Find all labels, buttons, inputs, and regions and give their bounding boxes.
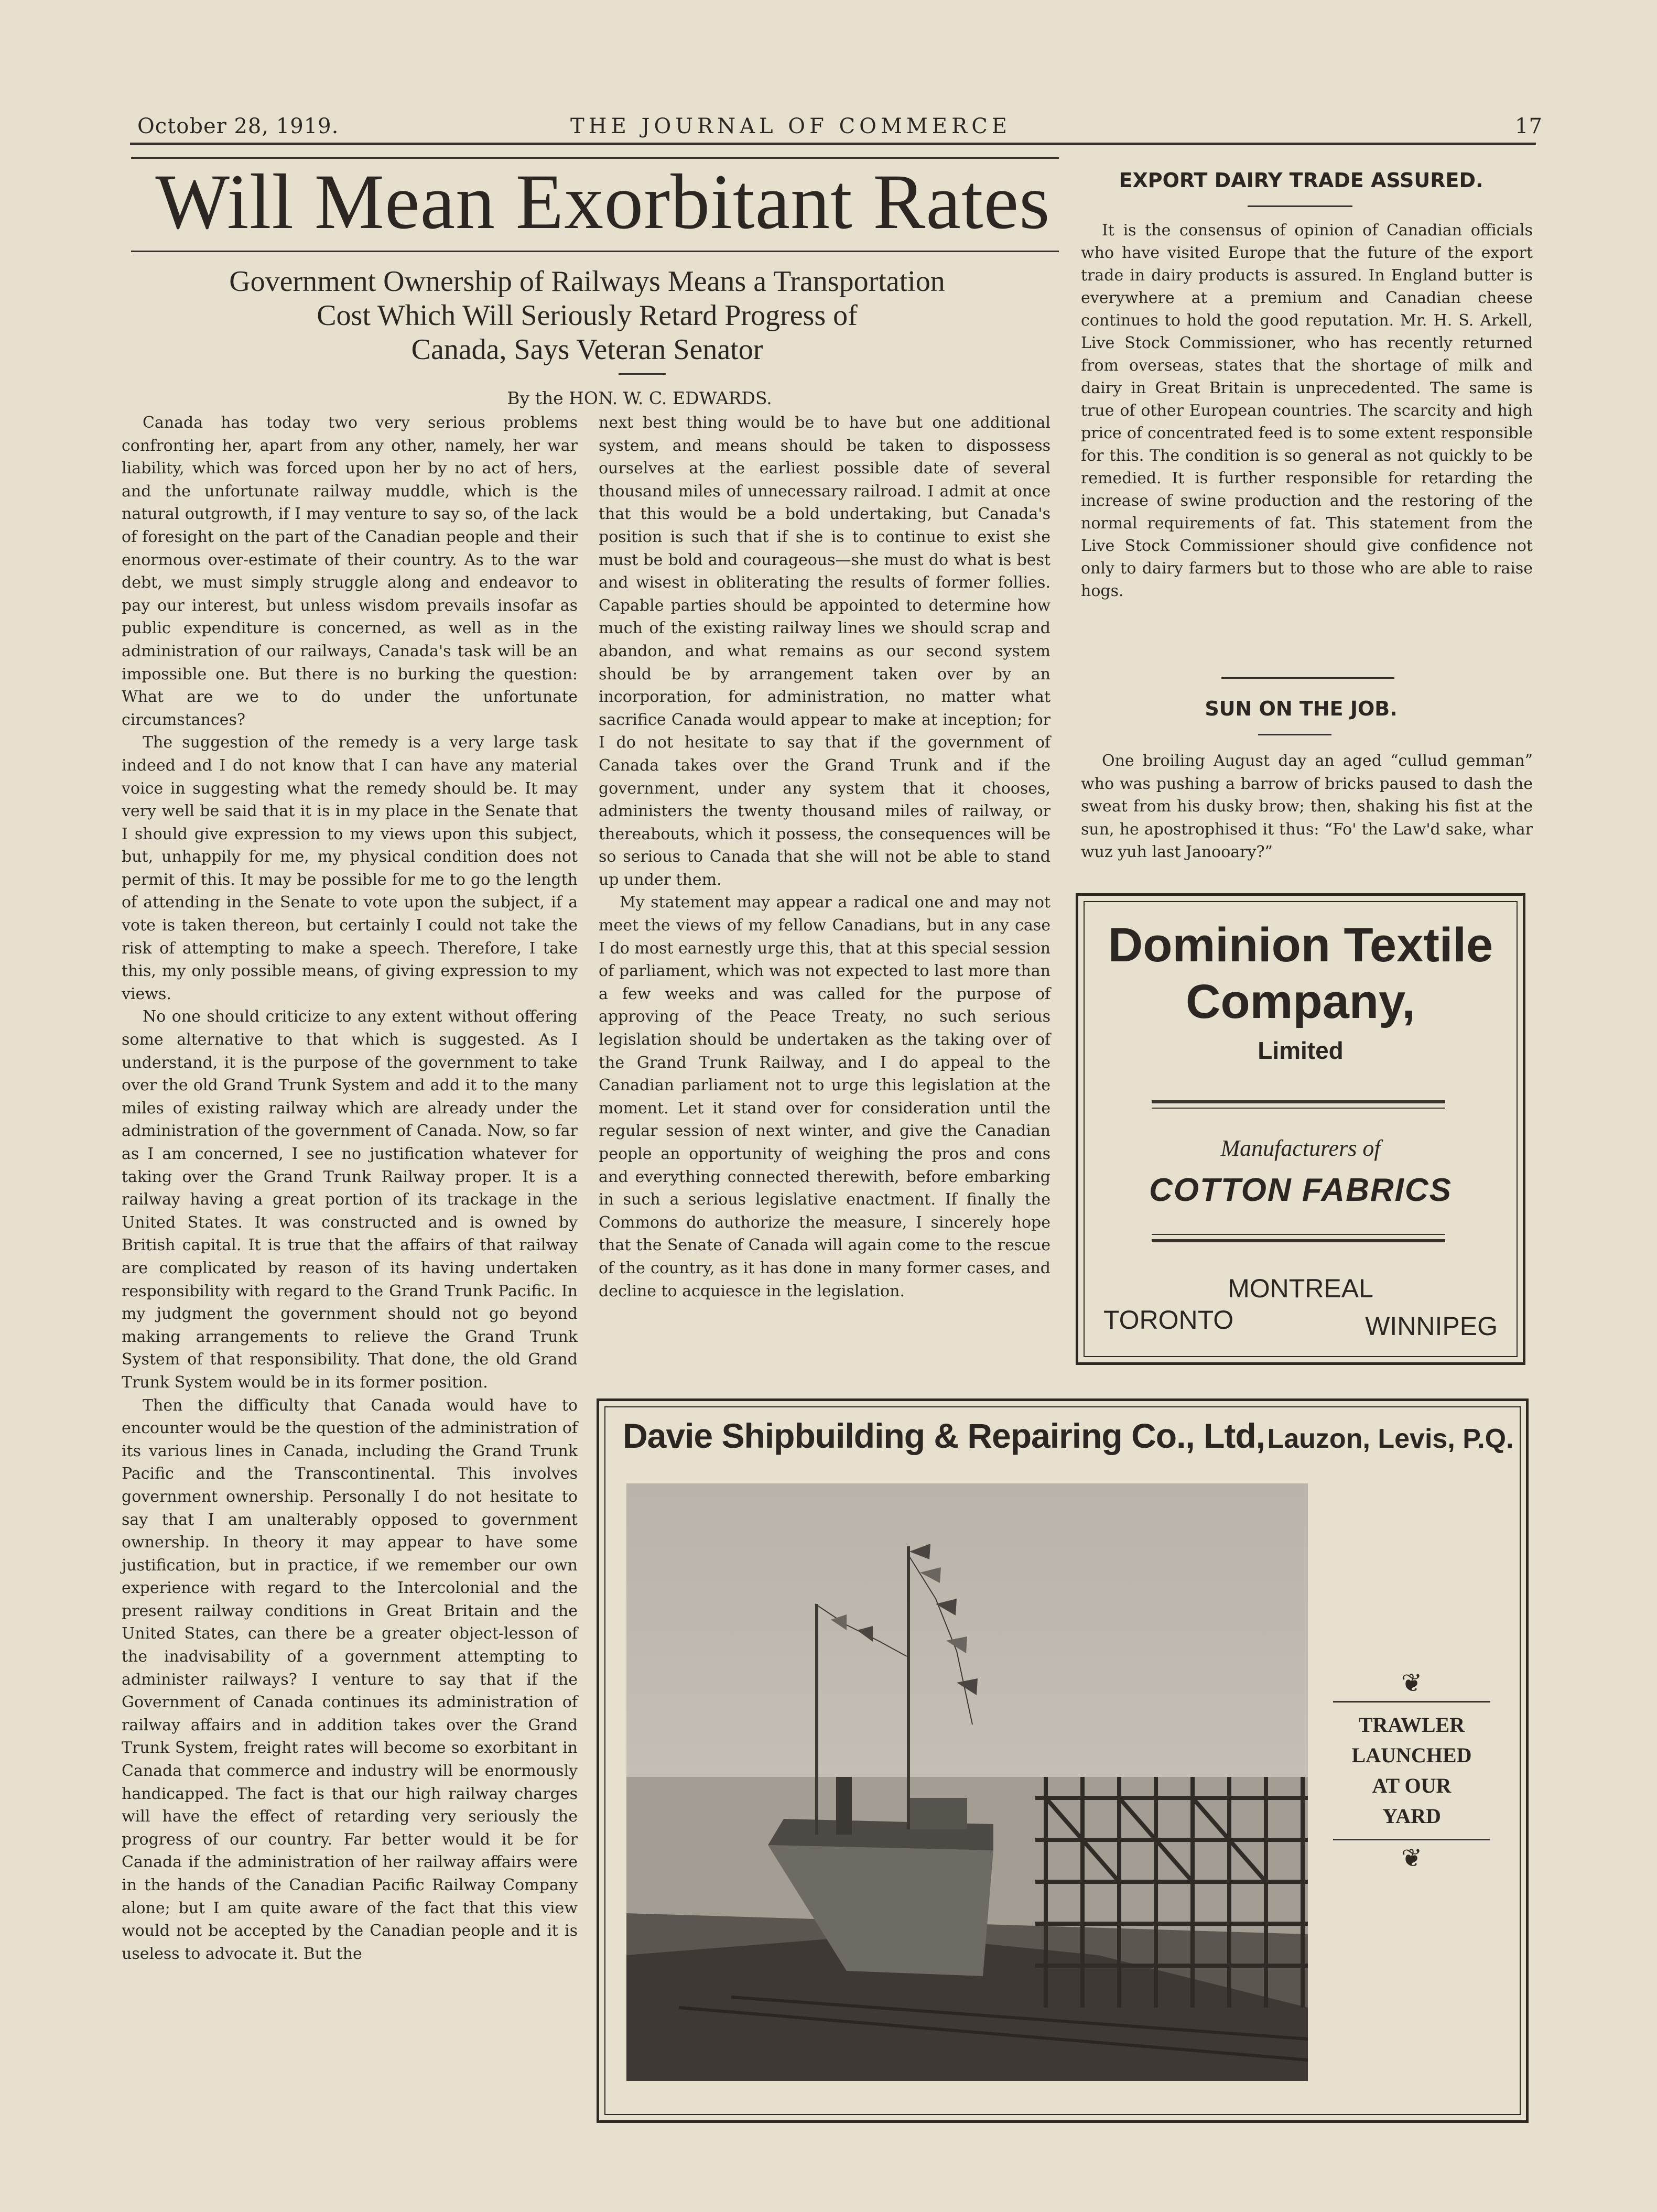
davie-company-name: Davie Shipbuilding & Repairing Co., Ltd, — [623, 1416, 1265, 1455]
article-column-2 — [599, 411, 1050, 1303]
page-number: 17 — [1515, 114, 1543, 138]
article-paragraph: Then the difficulty that Canada would have to encounter would be the question of the administration of its various lines in Canada, including the Grand Trunk Pacific and the Transcontinental. This involves government ownership. Personally I do not hesitate to say that I am unalterably opposed to government ownership. In theory it may appear to have some justification, but in practice, if we remember our own experience with regard to the Intercolonial and the present railway conditions in Great Britain and the United States, can there be a greater object-lesson of the inadvisability of a government attempting to administer railways? I venture to say that if the Government of Canada continues its administration of railway affairs and in addition takes over the Grand Trunk System, freight rates will become so exorbitant in Canada that commerce and industry will be enormously handicapped. The fact is that our high railway charges will have the effect of retarding very seriously the progress of our country. Far better would it be for Canada if the administration of her railway affairs were in the hands of the Canadian Pacific Railway Company alone; but I am quite aware of the fact that this view would not be accepted by the Canadian people and it is useless to advocate it. But the — [122, 1396, 578, 1963]
textile-rule-thin-2 — [1152, 1234, 1445, 1235]
export-dairy-paragraph: It is the consensus of opinion of Canadian officials who have visited Europe that the future of the export trade in dairy products is assured. In England butter is everywhere at a premium and Canadian cheese continues to hold the good reputation. Mr. H. S. Arkell, Live Stock Commissioner, who has recently returned from overseas, states that the shortage of milk and dairy in Great Britain is unprecedented. The same is true of other European countries. The scarcity and high price of concentrated feed is to some extent responsible for this. The condition is so general as not quickly to be remedied. It is further responsible for retarding the increase of swine production and the restoring of the normal requirements of fat. This statement from the Live Stock Commissioner should give confidence not only to dairy farmers but to those who are able to raise hogs. — [1081, 221, 1533, 600]
publication-title: THE JOURNAL OF COMMERCE — [570, 114, 1011, 138]
article-byline: By the HON. W. C. EDWARDS. — [507, 388, 772, 408]
sun-title-rule — [1258, 734, 1331, 735]
textile-rule-thin — [1152, 1108, 1445, 1109]
textile-manufacturers-of: Manufacturers of — [1220, 1135, 1381, 1161]
caption-line: TRAWLER — [1358, 1713, 1465, 1737]
subhead-divider — [619, 373, 666, 375]
city-toronto: TORONTO — [1103, 1305, 1234, 1335]
sun-article-title: SUN ON THE JOB. — [1205, 697, 1398, 720]
article-subhead — [157, 265, 1017, 367]
article-column-1 — [122, 411, 578, 1965]
caption-rule — [1333, 1701, 1490, 1703]
sun-article-body — [1081, 750, 1533, 864]
article-paragraph: Canada has today two very serious problems confronting her, apart from any other, namely, her war liability, which was forced upon her by no act of hers, and the unfortunate railway muddle, which is the natural outgrowth, if I may venture to say so, of the lack of foresight on the part of the Canadian people and their enormous over-estimate of their country. As to the war debt, we must simply struggle along and endeavor to pay our interest, but unless wisdom prevails insofar as public expenditure is concerned, as well as in the administration of our railways, Canada's task will be an impossible one. But there is no burking the question: What are we to do under the unfortunate circumstances? — [122, 414, 578, 729]
davie-heading — [623, 1416, 1514, 1456]
subhead-line: Cost Which Will Seriously Retard Progress of — [317, 299, 858, 332]
section-divider — [1221, 677, 1394, 679]
subhead-line: Government Ownership of Railways Means a Transportation — [229, 265, 945, 298]
header-rule — [130, 143, 1536, 145]
textile-product: COTTON FABRICS — [1149, 1172, 1452, 1208]
davie-location: Lauzon, Levis, P.Q. — [1267, 1424, 1514, 1454]
caption-line: YARD — [1382, 1804, 1441, 1828]
textile-limited: Limited — [1258, 1037, 1344, 1064]
city-winnipeg: WINNIPEG — [1365, 1311, 1498, 1341]
caption-line: AT OUR — [1372, 1774, 1452, 1797]
sun-paragraph: One broiling August day an aged “cullud gemman” who was pushing a barrow of bricks paused to dash the sweat from his dusky brow; then, shaking his fist at the sun, he apostrophised it thus: “Fo' the Law'd sake, whar wuz yuh last Janooary?” — [1081, 752, 1533, 862]
textile-name-line: Dominion Textile — [1108, 918, 1493, 972]
city-montreal: MONTREAL — [1228, 1274, 1373, 1303]
export-dairy-body — [1081, 219, 1533, 602]
ornament-icon: ❦ — [1401, 1668, 1423, 1698]
textile-company-name — [1078, 917, 1523, 1030]
caption-rule — [1333, 1839, 1490, 1840]
ornament-icon: ❦ — [1401, 1844, 1423, 1873]
caption-line: LAUNCHED — [1351, 1743, 1472, 1767]
davie-caption — [1333, 1668, 1490, 1873]
dominion-textile-ad — [1076, 893, 1525, 1365]
subhead-line: Canada, Says Veteran Senator — [411, 333, 763, 366]
textile-rule-2 — [1152, 1239, 1445, 1242]
textile-rule — [1152, 1100, 1445, 1103]
textile-name-line: Company, — [1186, 975, 1415, 1028]
article-paragraph: My statement may appear a radical one and may not meet the views of my fellow Canadians, but in any case I do most earnestly urge this, that at this special session of parliament, which was not expected to last more than a few weeks and was called for the purpose of approving of the Peace Treaty, no such serious legislation should be undertaken as the taking over of the Grand Trunk Railway, and I do appeal to the Canadian parliament not to urge this legislation at the moment. Let it stand over for consideration until the regular session of next winter, and give the Canadian people an opportunity of weighing the pros and cons and everything connected therewith, before embarking in such a serious legislative enactment. If finally the Commons do authorize the measure, I sincerely hope that the Senate of Canada will again come to the rescue of the country, as it has done in many former cases, and decline to acquiesce in the legislation. — [599, 893, 1050, 1300]
export-dairy-title: EXPORT DAIRY TRADE ASSURED. — [1119, 169, 1483, 192]
issue-date: October 28, 1919. — [137, 114, 339, 138]
article-paragraph: next best thing would be to have but one additional system, and means should be taken to dispossess ourselves at the earliest possible date of several thousand miles of unnecessary railroad. I admit at once that this would be a bold undertaking, but Canada's position is such that if she is to continue to exist she must be bold and courageous—she must do what is best and wisest in obliterating the results of former follies. Capable parties should be appointed to determine how much of the existing railway lines we should scrap and abandon, and what remains as our second system should be by arrangement taken over by an incorporation, for administration, no matter what sacrifice Canada would appear to make at inception; for I do not hesitate to say that if the government of Canada takes over the Grand Trunk and if the government, under any system that it chooses, administers the twenty thousand miles of railway, or thereabouts, which it possess, the consequences will be so serious to Canada that she will not be able to stand up under them. — [599, 414, 1050, 889]
trawler-launch-photo — [626, 1483, 1308, 2081]
headline-bottom-rule — [131, 251, 1059, 252]
export-title-rule — [1248, 205, 1352, 207]
article-headline: Will Mean Exorbitant Rates — [155, 158, 1050, 245]
article-paragraph: The suggestion of the remedy is a very large task indeed and I do not know that I can have any material voice in suggesting what the remedy should be. It may very well be said that it is in my place in the Senate that I should give expression to my views upon this subject, but, unhappily for me, my physical condition does not permit of this. It may be possible for me to go the length of attending in the Senate to vote upon the subject, if a vote is taken thereon, but certainly I could not take the risk of attempting to make a speech. Therefore, I take this, my only possible means, of giving expression to my views. — [122, 733, 578, 1003]
article-paragraph: No one should criticize to any extent without offering some alternative to that which is suggested. As I understand, it is the purpose of the government to take over the old Grand Trunk System and add it to the many miles of existing railway which are already under the administration of the government of Canada. Now, so far as I am concerned, I see no justification whatever for taking over the Grand Trunk Railway proper. It is a railway having a great portion of its trackage in the United States. It was constructed and is owned by British capital. It is true that the affairs of that railway are complicated by reason of its having undertaken responsibility with regard to the Grand Trunk Pacific. In my judgment the government should not go beyond making arrangements to relieve the Grand Trunk System of that responsibility. That done, the old Grand Trunk System would be in its former position. — [122, 1007, 578, 1392]
